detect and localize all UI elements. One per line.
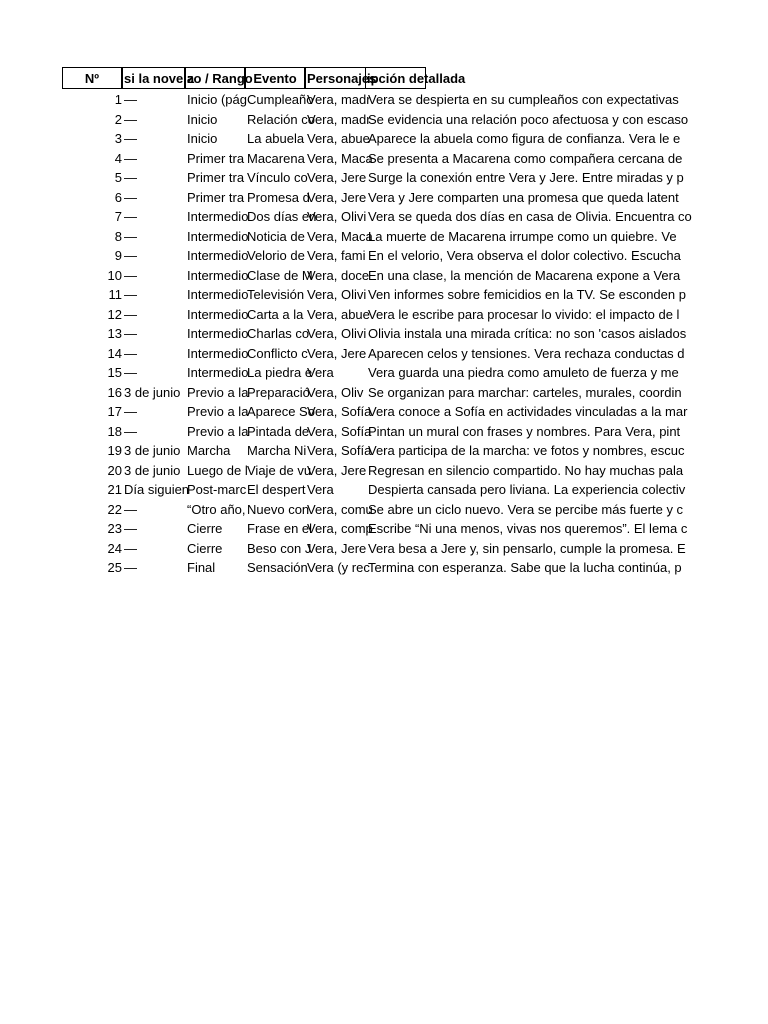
cell-range[interactable]: Primer tra <box>187 189 245 205</box>
cell-description[interactable]: Olivia instala una mirada crítica: no son 'casos aislados <box>368 326 687 341</box>
cell-characters[interactable]: Vera, Maca <box>307 150 373 166</box>
cell-event[interactable]: Carta a la <box>247 306 304 322</box>
table-row <box>62 519 688 539</box>
table-row <box>62 90 679 110</box>
cell-description[interactable]: Pintan un mural con frases y nombres. Para Vera, pint <box>368 423 681 439</box>
table-row <box>62 383 682 403</box>
cell-range[interactable]: Primer tra <box>187 170 245 185</box>
cell-characters[interactable]: Vera, Maca <box>307 228 373 244</box>
cell-characters[interactable]: Vera, Sofía <box>307 443 372 458</box>
cell-characters[interactable]: Vera, doce <box>307 267 370 283</box>
cell-number[interactable]: 4 <box>114 150 122 166</box>
cell-characters[interactable]: Vera, abue <box>307 131 370 146</box>
cell-page[interactable]: — <box>124 150 137 166</box>
cell-characters[interactable]: Vera, fami <box>307 248 366 263</box>
table-row <box>62 207 692 227</box>
cell-description[interactable]: Aparece la abuela como figura de confianza. Vera le e <box>368 131 681 146</box>
cell-event[interactable]: Vínculo co <box>247 170 308 185</box>
table-row <box>62 363 679 383</box>
cell-description[interactable]: Vera se despierta en su cumpleaños con expectativas <box>368 92 679 107</box>
cell-number[interactable]: 1 <box>114 92 122 107</box>
cell-characters[interactable]: Vera, Olivi <box>307 326 367 341</box>
cell-characters[interactable]: Vera, Olivi <box>307 209 367 224</box>
cell-description[interactable]: Despierta cansada pero liviana. La experiencia colectiv <box>368 482 686 497</box>
cell-description[interactable]: Se presenta a Macarena como compañera cercana de <box>368 150 683 166</box>
cell-event[interactable]: Promesa d <box>247 189 310 205</box>
cell-characters[interactable]: Vera (y rec <box>307 560 370 575</box>
cell-number[interactable]: 12 <box>107 306 122 322</box>
cell-characters[interactable]: Vera, Jere <box>307 170 367 185</box>
table-row <box>62 188 679 208</box>
cell-characters[interactable]: Vera, Jere <box>307 540 367 556</box>
cell-event[interactable]: El despert <box>247 482 306 497</box>
cell-page[interactable]: — <box>124 248 137 263</box>
cell-range[interactable]: Cierre <box>187 540 223 556</box>
table-row <box>62 168 684 188</box>
cell-event[interactable]: Pintada de <box>247 423 310 439</box>
table-row <box>62 305 680 325</box>
cell-event[interactable]: Beso con J <box>247 540 312 556</box>
cell-characters[interactable]: Vera, Olivi <box>307 287 367 302</box>
cell-event[interactable]: Marcha Ni <box>247 443 307 458</box>
cell-characters[interactable]: Vera <box>307 365 334 380</box>
cell-event[interactable]: Macarena <box>247 150 305 166</box>
table-row <box>62 129 681 149</box>
cell-number[interactable]: 23 <box>107 521 122 536</box>
table-row <box>62 227 677 247</box>
table-row <box>62 402 688 422</box>
cell-range[interactable]: Intermedio <box>187 345 249 361</box>
table-row <box>62 558 682 578</box>
cell-number[interactable]: 11 <box>108 287 122 302</box>
cell-range[interactable]: Intermedio <box>187 267 249 283</box>
cell-description[interactable]: Ven informes sobre femicidios en la TV. Se esconden p <box>368 287 686 302</box>
cell-range[interactable]: Intermedio <box>187 306 249 322</box>
spreadsheet <box>62 67 692 578</box>
cell-page[interactable]: — <box>124 423 137 439</box>
cell-range[interactable]: Cierre <box>187 521 223 536</box>
table-row <box>62 285 686 305</box>
cell-event[interactable]: Velorio de <box>247 248 305 263</box>
cell-page[interactable]: — <box>124 92 137 107</box>
header-cell-characters[interactable]: Personajes <box>305 67 366 89</box>
cell-page[interactable]: — <box>124 228 137 244</box>
table-row <box>62 461 684 481</box>
header-cell-description[interactable]: ipción detallada <box>366 67 426 89</box>
cell-description[interactable]: Se organizan para marchar: carteles, murales, coordin <box>368 384 682 400</box>
cell-number[interactable]: 16 <box>107 384 122 400</box>
cell-number[interactable]: 14 <box>107 345 122 361</box>
cell-description[interactable]: Vera y Jere comparten una promesa que queda latent <box>368 189 679 205</box>
cell-page[interactable]: — <box>124 501 137 517</box>
cell-characters[interactable]: Vera <box>307 482 334 497</box>
cell-range[interactable]: Marcha <box>187 443 231 458</box>
cell-event[interactable]: Viaje de vu <box>247 462 312 478</box>
cell-number[interactable]: 15 <box>107 365 122 380</box>
table-row <box>62 422 681 442</box>
header-cell-number[interactable]: Nº <box>62 67 122 89</box>
cell-page[interactable]: — <box>124 189 137 205</box>
cell-event[interactable]: Charlas co <box>247 326 310 341</box>
cell-characters[interactable]: Vera, Oliv <box>307 384 364 400</box>
cell-number[interactable]: 8 <box>114 228 122 244</box>
cell-range[interactable]: Inicio <box>187 131 218 146</box>
cell-event[interactable]: Cumpleaño <box>247 92 314 107</box>
cell-range[interactable]: Intermedio <box>187 228 249 244</box>
cell-characters[interactable]: Vera, Jere <box>307 345 367 361</box>
cell-event[interactable]: La abuela <box>247 131 305 146</box>
header-cell-event[interactable]: Evento <box>245 67 305 89</box>
cell-event[interactable]: Frase en el <box>247 521 313 536</box>
cell-number[interactable]: 22 <box>107 501 122 517</box>
header-cell-range[interactable]: zo / Rango <box>185 67 245 89</box>
cell-event[interactable]: Televisión <box>247 287 305 302</box>
cell-range[interactable]: Primer tra <box>187 150 245 166</box>
cell-range[interactable]: Inicio <box>187 111 218 127</box>
cell-number[interactable]: 6 <box>114 189 122 205</box>
cell-description[interactable]: Se evidencia una relación poco afectuosa y con escaso <box>368 111 689 127</box>
cell-characters[interactable]: Vera, abue <box>307 306 370 322</box>
cell-event[interactable]: Dos días en <box>247 209 317 224</box>
cell-characters[interactable]: Vera, madr <box>307 92 371 107</box>
cell-event[interactable]: Preparació <box>247 384 310 400</box>
cell-description[interactable]: Se abre un ciclo nuevo. Vera se percibe más fuerte y c <box>368 501 684 517</box>
cell-range[interactable]: Intermedio <box>187 326 249 341</box>
cell-page[interactable]: — <box>124 287 137 302</box>
cell-description[interactable]: Escribe “Ni una menos, vivas nos queremos”. El lema c <box>368 521 688 536</box>
cell-number[interactable]: 13 <box>107 326 122 341</box>
cell-number[interactable]: 9 <box>114 248 122 263</box>
cell-page[interactable]: — <box>124 131 137 146</box>
cell-characters[interactable]: Vera, Sofía <box>307 404 372 419</box>
table-row <box>62 539 686 559</box>
cell-description[interactable]: Vera participa de la marcha: ve fotos y nombres, escuc <box>368 443 685 458</box>
cell-description[interactable]: Vera le escribe para procesar lo vivido: el impacto de l <box>368 306 680 322</box>
cell-number[interactable]: 17 <box>107 404 122 419</box>
table-row <box>62 246 681 266</box>
cell-range[interactable]: Post-marc <box>187 482 247 497</box>
cell-range[interactable]: Intermedio <box>187 287 249 302</box>
cell-page[interactable]: — <box>124 540 137 556</box>
cell-number[interactable]: 20 <box>107 462 122 478</box>
cell-number[interactable]: 10 <box>107 267 122 283</box>
cell-event[interactable]: Clase de M <box>247 267 313 283</box>
cell-range[interactable]: Final <box>187 560 216 575</box>
cell-event[interactable]: Relación co <box>247 111 315 127</box>
cell-range[interactable]: “Otro año, <box>187 501 246 517</box>
cell-description[interactable]: En una clase, la mención de Macarena expone a Vera <box>368 267 681 283</box>
cell-event[interactable]: Noticia de <box>247 228 305 244</box>
cell-event[interactable]: Nuevo con <box>247 501 310 517</box>
cell-range[interactable]: Intermedio <box>187 365 249 380</box>
cell-description[interactable]: Vera se queda dos días en casa de Olivia. Encuentra co <box>368 209 692 224</box>
cell-page[interactable]: 3 de junio <box>124 384 181 400</box>
cell-description[interactable]: La muerte de Macarena irrumpe como un quiebre. Ve <box>368 228 677 244</box>
cell-characters[interactable]: Vera, madr <box>307 111 371 127</box>
cell-number[interactable]: 3 <box>114 131 122 146</box>
table-row <box>62 324 687 344</box>
cell-range[interactable]: Previo a la <box>187 423 249 439</box>
cell-characters[interactable]: Vera, Jere <box>307 462 367 478</box>
cell-page[interactable]: 3 de junio <box>124 462 181 478</box>
cell-range[interactable]: Intermedio <box>187 209 249 224</box>
cell-page[interactable]: — <box>124 111 137 127</box>
cell-description[interactable]: En el velorio, Vera observa el dolor colectivo. Escucha <box>368 248 681 263</box>
table-row <box>62 441 685 461</box>
table-row <box>62 500 684 520</box>
cell-description[interactable]: Vera guarda una piedra como amuleto de fuerza y me <box>368 365 679 380</box>
cell-description[interactable]: Vera besa a Jere y, sin pensarlo, cumple la promesa. E <box>368 540 686 556</box>
cell-number[interactable]: 2 <box>114 111 122 127</box>
cell-page[interactable]: Día siguien <box>124 482 190 497</box>
cell-characters[interactable]: Vera, Jere <box>307 189 367 205</box>
table-row <box>62 266 681 286</box>
cell-number[interactable]: 19 <box>107 443 122 458</box>
cell-characters[interactable]: Vera, comu <box>307 501 373 517</box>
cell-description[interactable]: Vera conoce a Sofía en actividades vinculadas a la mar <box>368 404 688 419</box>
cell-description[interactable]: Regresan en silencio compartido. No hay muchas pala <box>368 462 684 478</box>
cell-page[interactable]: — <box>124 365 137 380</box>
cell-page[interactable]: — <box>124 170 137 185</box>
cell-event[interactable]: Aparece So <box>247 404 315 419</box>
cell-number[interactable]: 7 <box>114 209 122 224</box>
cell-page[interactable]: — <box>124 209 137 224</box>
cell-event[interactable]: Sensación <box>247 560 308 575</box>
cell-characters[interactable]: Vera, Sofía <box>307 423 372 439</box>
table-row <box>62 149 683 169</box>
table-row <box>62 344 685 364</box>
cell-page[interactable]: — <box>124 521 137 536</box>
cell-characters[interactable]: Vera, comp <box>307 521 373 536</box>
table-row <box>62 110 689 130</box>
cell-description[interactable]: Surge la conexión entre Vera y Jere. Entre miradas y p <box>368 170 684 185</box>
cell-description[interactable]: Aparecen celos y tensiones. Vera rechaza conductas d <box>368 345 685 361</box>
cell-range[interactable]: Inicio (pág <box>187 92 247 107</box>
cell-page[interactable]: — <box>124 560 137 575</box>
cell-page[interactable]: — <box>124 404 137 419</box>
cell-event[interactable]: Conflicto c <box>247 345 308 361</box>
cell-number[interactable]: 25 <box>107 560 122 575</box>
cell-page[interactable]: — <box>124 267 137 283</box>
cell-number[interactable]: 21 <box>107 482 122 497</box>
cell-range[interactable]: Intermedio <box>187 248 249 263</box>
cell-range[interactable]: Previo a la <box>187 384 249 400</box>
cell-range[interactable]: Luego de l <box>187 462 248 478</box>
cell-event[interactable]: La piedra e <box>247 365 313 380</box>
cell-page[interactable]: — <box>124 306 137 322</box>
header-row <box>62 67 668 89</box>
cell-number[interactable]: 24 <box>107 540 122 556</box>
table-body <box>62 90 692 578</box>
cell-number[interactable]: 18 <box>107 423 122 439</box>
cell-page[interactable]: 3 de junio <box>124 443 181 458</box>
cell-page[interactable]: — <box>124 345 137 361</box>
table-row <box>62 480 686 500</box>
cell-page[interactable]: — <box>124 326 137 341</box>
header-cell-page[interactable]: si la novela <box>122 67 185 89</box>
cell-range[interactable]: Previo a la <box>187 404 249 419</box>
cell-number[interactable]: 5 <box>114 170 122 185</box>
cell-description[interactable]: Termina con esperanza. Sabe que la lucha continúa, p <box>368 560 682 575</box>
